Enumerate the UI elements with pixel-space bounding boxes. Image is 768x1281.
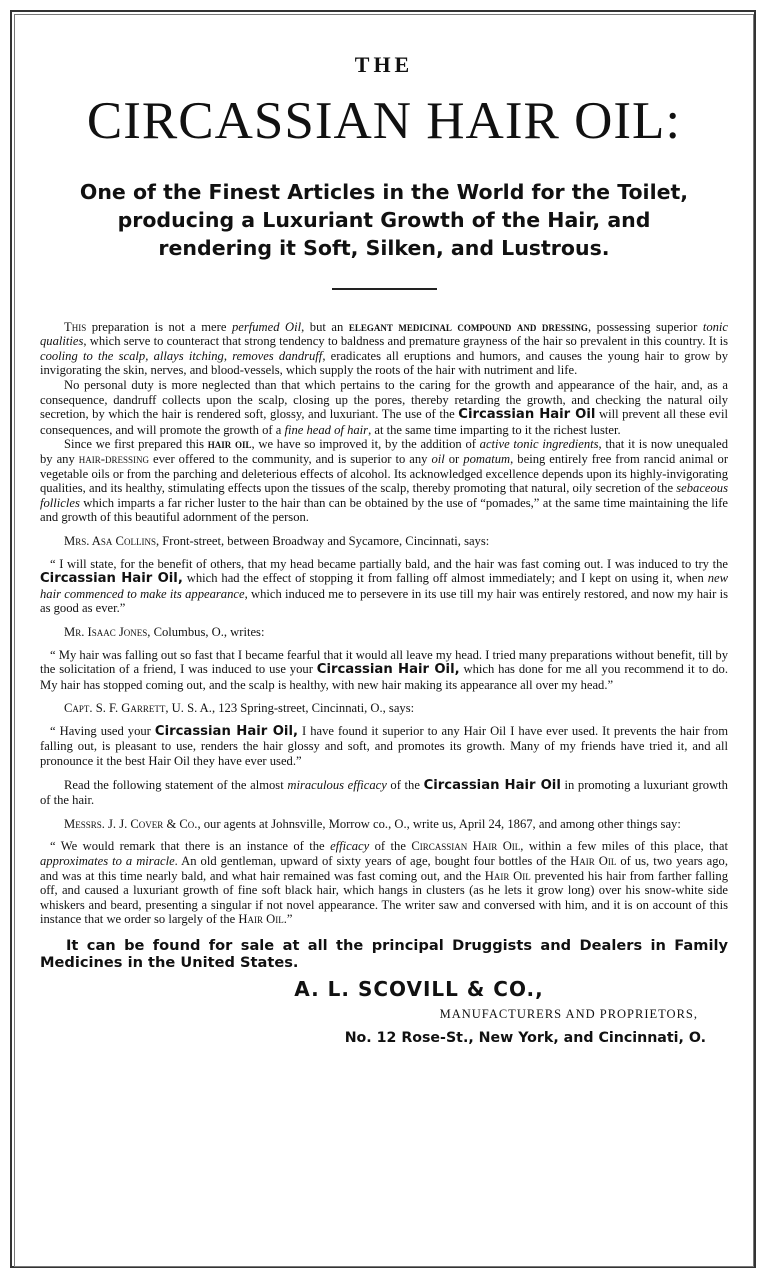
text: in promoting a luxuriant growth of the hair. (40, 777, 728, 808)
advertisement (40, 52, 728, 1046)
text: Since we first prepared this (64, 437, 208, 452)
brand-name: Circassian Hair Oil (458, 407, 596, 423)
text: Circassian Hair Oil (411, 839, 521, 854)
brand-name: Circassian Hair Oil, (40, 571, 183, 587)
text: new hair commenced to make its appearance (40, 571, 729, 601)
text: approximates to a miracle (40, 854, 175, 869)
text: efficacy (330, 839, 370, 854)
paragraph-intro (40, 320, 728, 378)
company-address: No. 12 Rose-St., New York, and Cincinnati, O. (344, 1030, 706, 1047)
paragraph-miracle (40, 778, 728, 808)
text: , possessing superior (587, 319, 703, 334)
text: hair-dressing (78, 451, 149, 466)
text: , but an (301, 319, 349, 334)
text: “ We would remark that there is an instance of the (50, 839, 331, 854)
text: , that it is now unequaled by any (40, 437, 729, 466)
company-name: A. L. SCOVILL & CO., (294, 977, 544, 1002)
text: , 123 Spring-street, Cincinnati, O., says: (211, 701, 415, 716)
text: “ I will state, for the benefit of others, that my head became partially bald, and the hair was fast coming out. I was induced to try the (50, 556, 728, 571)
text: preparation is not a mere (86, 319, 232, 334)
text: . An old gentleman, upward of sixty years of age, bought four bottles of the (174, 854, 571, 869)
testimonial-4-attribution (40, 817, 728, 832)
text: active tonic ingredients (479, 437, 599, 452)
text: “ Having used your (50, 723, 155, 738)
text: of the (386, 777, 424, 792)
text: of us, two years ago, and was at this time nearly bald, and what hair remained was fast coming out, and the (40, 854, 728, 883)
text: , we have so improved it, by the addition of (251, 437, 480, 452)
subheadline-line-1: One of the Finest Articles in the World for the Toilet, (79, 179, 689, 204)
testimonial-4-quote (40, 839, 728, 927)
text: , eradicates all eruptions and humors, and causes the young hair to grow by invigorating the skin, nerves, and blood-vessels, which supply the roots of the hair with nutriment and life. (40, 348, 728, 378)
brand-name: Circassian Hair Oil, (154, 723, 298, 739)
text: pomatum (463, 451, 511, 466)
text: sebaceous follicles (40, 481, 728, 510)
text: elegant medicinal compound and dressing (348, 319, 588, 334)
text: , which induced me to persevere in its use till my hair was entirely restored, and now my hair is as good as ever.” (40, 586, 728, 616)
subheadline-line-2: producing a Luxuriant Growth of the Hair, and (117, 207, 651, 232)
ad-body (40, 320, 728, 927)
testimonial-3-attribution (40, 701, 728, 716)
subheadline-line-3: rendering it Soft, Silken, and Lustrous. (158, 235, 610, 260)
paragraph-improvement (40, 437, 728, 525)
text: miraculous efficacy (287, 777, 387, 792)
testimonial-1-attribution (40, 534, 728, 549)
text: or (444, 451, 464, 466)
brand-name: Circassian Hair Oil, (316, 662, 460, 678)
divider-rule (332, 288, 437, 290)
text: tonic qualities (40, 319, 729, 349)
testimonial-author: Mr. Isaac Jones (64, 624, 148, 639)
text: fine head of hair (284, 422, 369, 437)
text: Hair Oil (570, 854, 617, 869)
text: will prevent all these evil consequences, and will promote the growth of a (40, 407, 728, 437)
text: “ My hair was falling out so fast that I became fearful that it would all leave my head. I tried many preparations without benefit, till by the solicitation of a friend, I was induced to use your (40, 647, 728, 677)
text: , which serve to counteract that strong tendency to baldness and premature grayness of the hair so prevalent in this country. It is (83, 334, 728, 349)
testimonial-author: Mrs. Asa Collins (64, 533, 156, 548)
text: hair oil (207, 437, 252, 452)
text: , Front-street, between Broadway and Sycamore, Cincinnati, says: (155, 533, 490, 548)
testimonial-1-quote (40, 557, 728, 616)
testimonial-2-quote (40, 648, 728, 693)
text: which had the effect of stopping it from falling off almost immediately; and I kept on using it, when (182, 571, 708, 586)
brand-name: Circassian Hair Oil (423, 777, 561, 793)
text: , our agents at Johnsville, Morrow co., O., write us, April 24, 1867, and among other things say: (197, 816, 681, 831)
text: , within a few miles of this place, that (520, 839, 729, 854)
text: .” (283, 912, 293, 927)
paragraph-duty (40, 378, 728, 437)
text: perfumed Oil (231, 319, 302, 334)
text: Hair Oil (484, 868, 531, 883)
text: , being entirely free from rancid animal or vegetable oils or from the parching and deleterious effects of alcohol. Its acknowledged excellence depends upon its highly-invigorating qualities, and its healthy, stimulating effects upon the tissues of the scalp, thereby promoting that natural, oily secretion of the (40, 451, 729, 496)
text: Hair Oil (238, 912, 284, 927)
text: I have found it superior to any Hair Oil I have ever used. It prevents the hair from falling out, is pleasant to use, renders the hair glossy and soft, and promotes its growth. Many of my friends have tried it, and all pronounce it the best Hair Oil they have ever used.” (40, 723, 728, 769)
company-role: MANUFACTURERS AND PROPRIETORS, (439, 1007, 698, 1022)
text: Read the following statement of the almost (64, 777, 288, 792)
text: , Columbus, O., writes: (147, 624, 265, 639)
testimonial-author: Capt. S. F. Garrett, U. S. A. (64, 701, 212, 716)
text: oil (431, 451, 445, 466)
text: which has done for me all you recommend it to do. My hair has stopped coming out, and the scalp is healthy, with new hair making its appearance all over my head.” (40, 662, 728, 692)
text: This (64, 319, 87, 334)
testimonial-3-quote (40, 724, 728, 769)
heading-the: THE (354, 52, 414, 77)
text: cooling to the scalp, allays itching, removes dandruff (40, 348, 323, 363)
testimonial-author: Messrs. J. J. Cover & Co. (64, 816, 198, 831)
availability-notice: It can be found for sale at all the principal Druggists and Dealers in Family Medicines in the United States. (40, 937, 728, 972)
text: of the (369, 839, 412, 854)
text: which imparts a far richer luster to the hair than can be obtained by the use of “pomades,” at the same time maintaining the life and growth of this beautiful adornment of the person. (40, 495, 728, 525)
testimonial-2-attribution (40, 625, 728, 640)
headline: CIRCASSIAN HAIR OIL: (86, 92, 682, 150)
text: , at the same time imparting to it the richest luster. (368, 422, 621, 437)
subheadline (40, 178, 728, 262)
text: prevented his hair from farther falling off, and caused a luxuriant growth of fine soft black hair, which hangs in clusters (as he lets it grow long) over his snow-white side whiskers and beard, presenting a singular if not novel appearance. The writer saw and conversed with him, and it is on account of this instance that we order so largely of the (40, 868, 728, 927)
text: ever offered to the community, and is superior to any (148, 451, 432, 466)
text: No personal duty is more neglected than that which pertains to the caring for the growth and appearance of the hair, and, as a consequence, dandruff collects upon the scalp, closing up the pores, thereby retarding the growth, and checking the natural oily secretion, by which the hair is rendered soft, glossy, and luxuriant. The use of the (40, 378, 728, 422)
